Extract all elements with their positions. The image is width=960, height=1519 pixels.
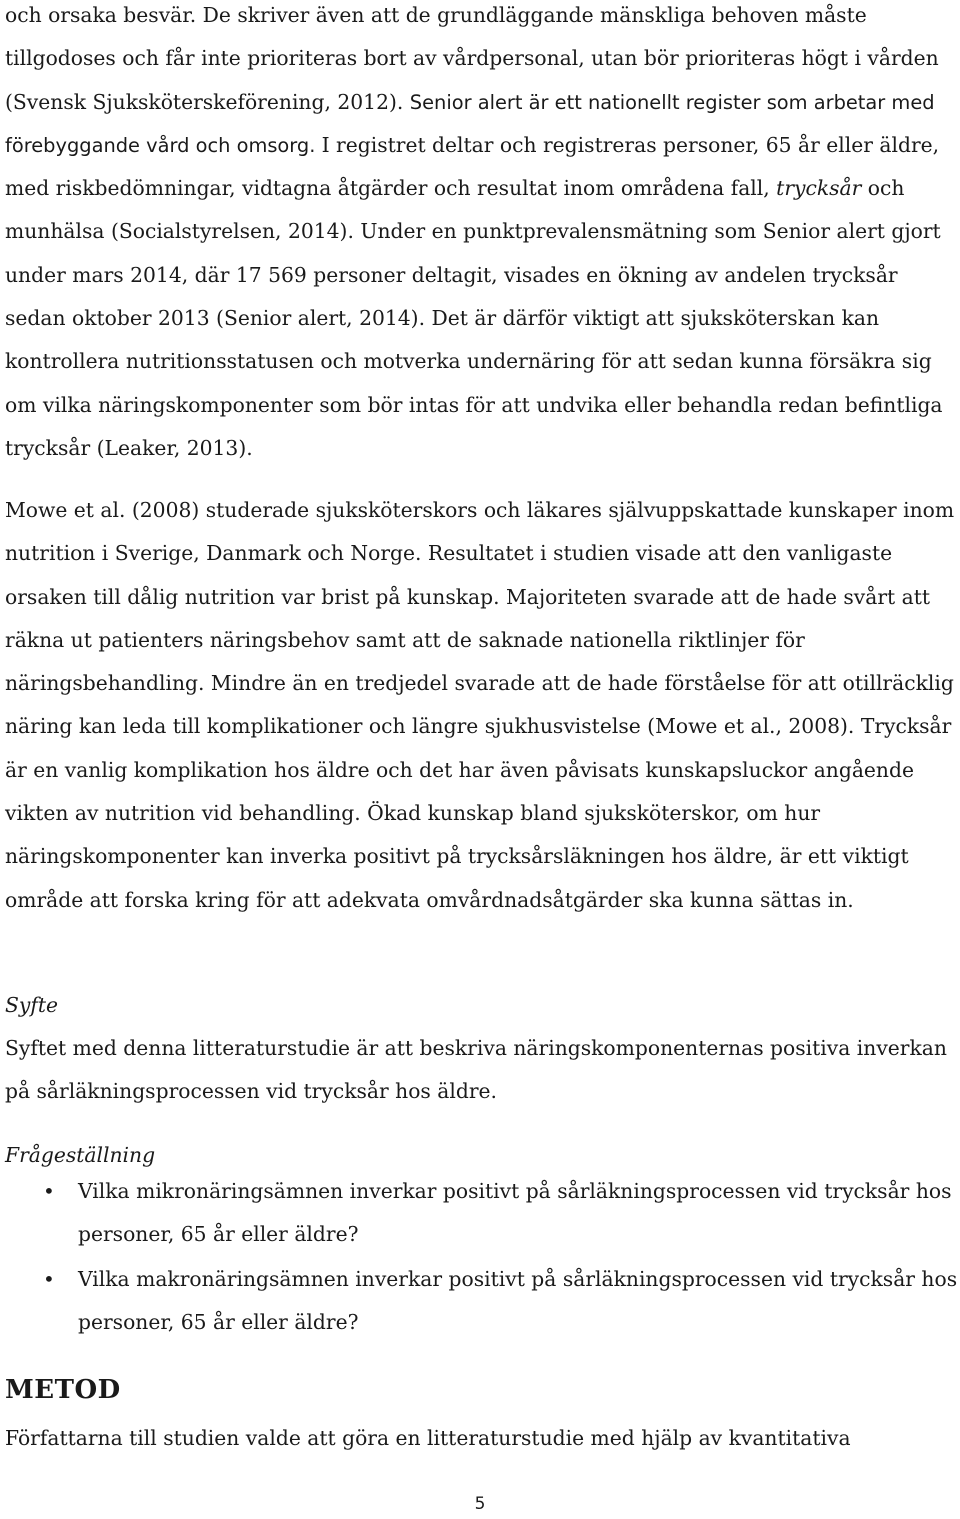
list-item — [5, 1258, 960, 1345]
paragraph-mowe: Mowe et al. (2008) studerade sjuksköterskors och läkares självuppskattade kunskaper inom nutrition i Sverige, Danmark och Norge. Resultatet i studien visade att den vanligaste orsaken till dålig nutrition var brist på kunskap. Majoriteten svarade att de hade svårt att räkna ut patienters näringsbehov samt att de saknade nationella riktlinjer för näringsbehandling. Mindre än en tredjedel svarade att de hade förståelse för att otillräcklig näring kan leda till komplikationer och längre sjukhusvistelse (Mowe et al., 2008). Trycksår är en vanlig komplikation hos äldre och det har även påvisats kunskapsluckor angående vikten av nutrition vid behandling. Ökad kunskap bland sjuksköterskor, om hur näringskomponenter kan inverka positivt på trycksårsläkningen hos äldre, är ett viktigt område att forska kring för att adekvata omvårdnadsåtgärder ska kunna sättas in. — [5, 498, 955, 912]
bullet-icon: • — [43, 1179, 55, 1203]
question-list — [5, 1170, 960, 1345]
bullet-icon: • — [43, 1266, 55, 1291]
page-number: 5 — [474, 1494, 486, 1514]
text-segment: och orsaka besvär. De skriver även att de grundläggande mänskliga behoven måste tillgodoses och får inte prioriteras bort av vårdpersonal, utan bör prioriteras högt i vården (Svensk Sjuksköterskeförening, 2012). — [5, 3, 939, 114]
paragraph-metod: Författarna till studien valde att göra en litteraturstudie med hjälp av kvantitativa — [5, 1426, 851, 1450]
text-segment: och munhälsa (Socialstyrelsen, 2014). Under en punktprevalensmätning som Senior alert gjort under mars 2014, där 17 569 personer deltagit, visades en ökning av andelen trycksår sedan oktober 2013 (Senior alert, 2014). Det är därför viktigt att sjuksköterskan kan kontrollera nutritionsstatusen och motverka undernäring för att sedan kunna försäkra sig om vilka näringskomponenter som bör intas för att undvika eller behandla redan befintliga trycksår (Leaker, 2013). — [5, 176, 943, 460]
heading-fragestallning: Frågeställning — [5, 1143, 156, 1167]
text-segment-italic: trycksår — [776, 176, 862, 201]
list-item-text: Vilka mikronäringsämnen inverkar positivt på sårläkningsprocessen vid trycksår hos personer, 65 år eller äldre? — [78, 1179, 952, 1247]
list-item-text: Vilka makronäringsämnen inverkar positivt på sårläkningsprocessen vid trycksår hos personer, 65 år eller äldre? — [78, 1266, 958, 1334]
text-segment: Senior alert är ett nationellt register som arbetar med förebyggande vård och omsorg. — [5, 90, 935, 157]
heading-syfte: Syfte — [5, 993, 59, 1017]
heading-metod: METOD — [5, 1375, 121, 1405]
paragraph-syfte: Syftet med denna litteraturstudie är att beskriva näringskomponenternas positiva inverkan på sårläkningsprocessen vid trycksår hos äldre. — [5, 1036, 947, 1104]
text-segment: I registret deltar och registreras personer, 65 år eller äldre, med riskbedömningar, vidtagna åtgärder och resultat inom områdena fall, — [5, 132, 940, 201]
paragraph-intro — [5, 0, 960, 470]
list-item — [5, 1170, 960, 1257]
